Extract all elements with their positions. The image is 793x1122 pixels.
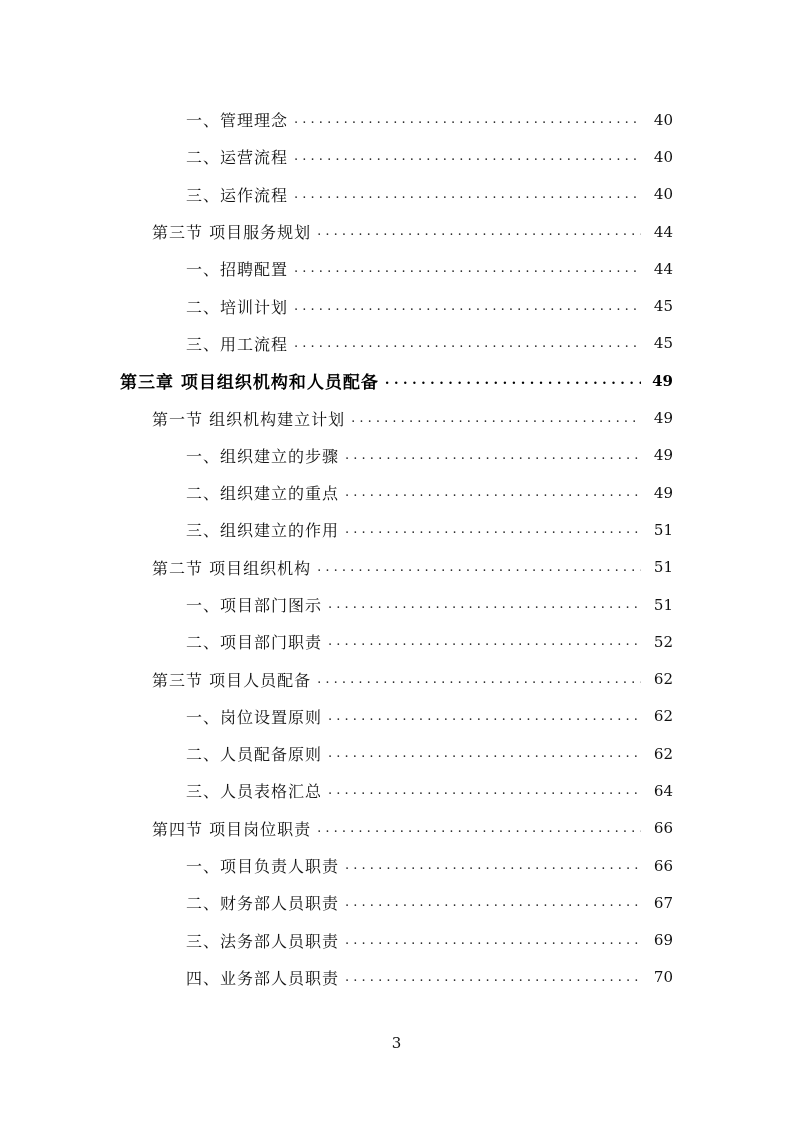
toc-entry-page: 51 [653,558,673,577]
toc-entry-label: 第三节 项目人员配备 [152,670,312,690]
toc-entry[interactable] [0,660,793,697]
toc-entry-page: 66 [653,819,673,838]
page-number: 3 [391,1034,402,1052]
toc-entry-page: 66 [653,856,673,875]
toc-leader-dots [345,895,641,910]
toc-leader-dots [345,522,641,537]
toc-leader-dots [345,933,641,948]
toc-entry[interactable] [0,698,793,735]
toc-leader-dots [317,224,641,239]
toc-entry-page: 45 [653,297,673,316]
toc-leader-dots [345,858,641,873]
toc-leader-dots [328,746,641,761]
toc-entry-label: 三、用工流程 [186,334,289,354]
toc-entry-label: 一、组织建立的步骤 [186,446,340,466]
toc-entry[interactable] [0,847,793,884]
toc-entry-page: 40 [653,110,673,129]
toc-entry-page: 51 [653,520,673,539]
toc-entry-label: 三、运作流程 [186,185,289,205]
toc-leader-dots [351,411,641,426]
toc-entry[interactable] [0,101,793,138]
toc-leader-dots [385,373,641,388]
toc-entry-label: 二、培训计划 [186,297,289,317]
table-of-contents [0,101,793,996]
toc-entry-label: 二、财务部人员职责 [186,894,340,914]
toc-entry[interactable] [0,511,793,548]
toc-entry[interactable] [0,399,793,436]
toc-entry-label: 第三章 项目组织机构和人员配备 [120,373,379,394]
toc-leader-dots [328,709,641,724]
toc-leader-dots [294,261,641,276]
toc-entry-page: 49 [653,483,673,502]
toc-entry[interactable] [0,922,793,959]
toc-entry[interactable] [0,437,793,474]
toc-leader-dots [317,672,641,687]
toc-leader-dots [317,560,641,575]
toc-chapter-entry[interactable] [0,362,793,399]
toc-leader-dots [345,448,641,463]
toc-entry-label: 三、人员表格汇总 [186,782,323,802]
toc-entry[interactable] [0,325,793,362]
toc-entry[interactable] [0,474,793,511]
toc-entry[interactable] [0,213,793,250]
toc-entry-label: 一、项目部门图示 [186,596,323,615]
toc-entry-label: 一、管理理念 [186,111,289,131]
toc-entry-page: 67 [653,893,673,912]
toc-entry-label: 二、人员配备原则 [186,745,323,765]
toc-leader-dots [317,821,641,836]
toc-entry-page: 64 [653,781,673,800]
toc-entry[interactable] [0,959,793,996]
toc-entry[interactable] [0,586,793,623]
toc-entry-page: 40 [653,185,673,204]
toc-entry-label: 第一节 组织机构建立计划 [152,409,346,429]
toc-entry[interactable] [0,810,793,847]
toc-entry[interactable] [0,549,793,586]
toc-entry-page: 70 [653,968,673,987]
toc-leader-dots [294,336,641,351]
toc-entry-page: 49 [653,409,673,428]
toc-entry[interactable] [0,623,793,660]
toc-entry-page: 62 [653,744,673,763]
toc-entry-page: 62 [653,670,673,689]
toc-leader-dots [345,970,641,985]
toc-entry-page: 49 [653,446,673,465]
toc-entry-label: 二、运营流程 [186,148,289,168]
toc-entry-page: 49 [652,371,673,390]
toc-entry[interactable] [0,735,793,772]
toc-entry-label: 一、项目负责人职责 [186,857,340,877]
toc-entry-page: 51 [653,595,673,614]
toc-entry-label: 第三节 项目服务规划 [152,223,312,243]
toc-entry-label: 二、组织建立的重点 [186,484,340,504]
toc-entry[interactable] [0,250,793,287]
toc-leader-dots [294,112,641,127]
toc-leader-dots [294,299,641,314]
toc-leader-dots [345,485,641,500]
toc-leader-dots [328,783,641,798]
toc-entry-page: 69 [653,931,673,950]
toc-entry-page: 62 [653,707,673,726]
toc-entry[interactable] [0,138,793,175]
toc-entry[interactable] [0,884,793,921]
toc-leader-dots [294,187,641,202]
toc-entry-label: 第四节 项目岗位职责 [152,819,312,839]
toc-entry-page: 52 [653,632,673,651]
toc-entry[interactable] [0,176,793,213]
toc-entry-page: 44 [653,259,673,278]
toc-leader-dots [328,597,641,612]
toc-leader-dots [294,149,641,164]
toc-entry-label: 一、招聘配置 [186,260,289,280]
toc-entry-label: 二、项目部门职责 [186,633,323,653]
toc-entry-label: 四、业务部人员职责 [186,968,340,988]
toc-entry-page: 40 [653,147,673,166]
toc-entry-label: 第二节 项目组织机构 [152,558,312,578]
toc-entry-page: 45 [653,334,673,353]
toc-entry[interactable] [0,772,793,809]
toc-entry[interactable] [0,287,793,324]
toc-entry-page: 44 [653,222,673,241]
toc-entry-label: 三、组织建立的作用 [186,521,340,541]
toc-leader-dots [328,634,641,649]
toc-entry-label: 一、岗位设置原则 [186,707,323,727]
toc-entry-label: 三、法务部人员职责 [186,931,340,951]
